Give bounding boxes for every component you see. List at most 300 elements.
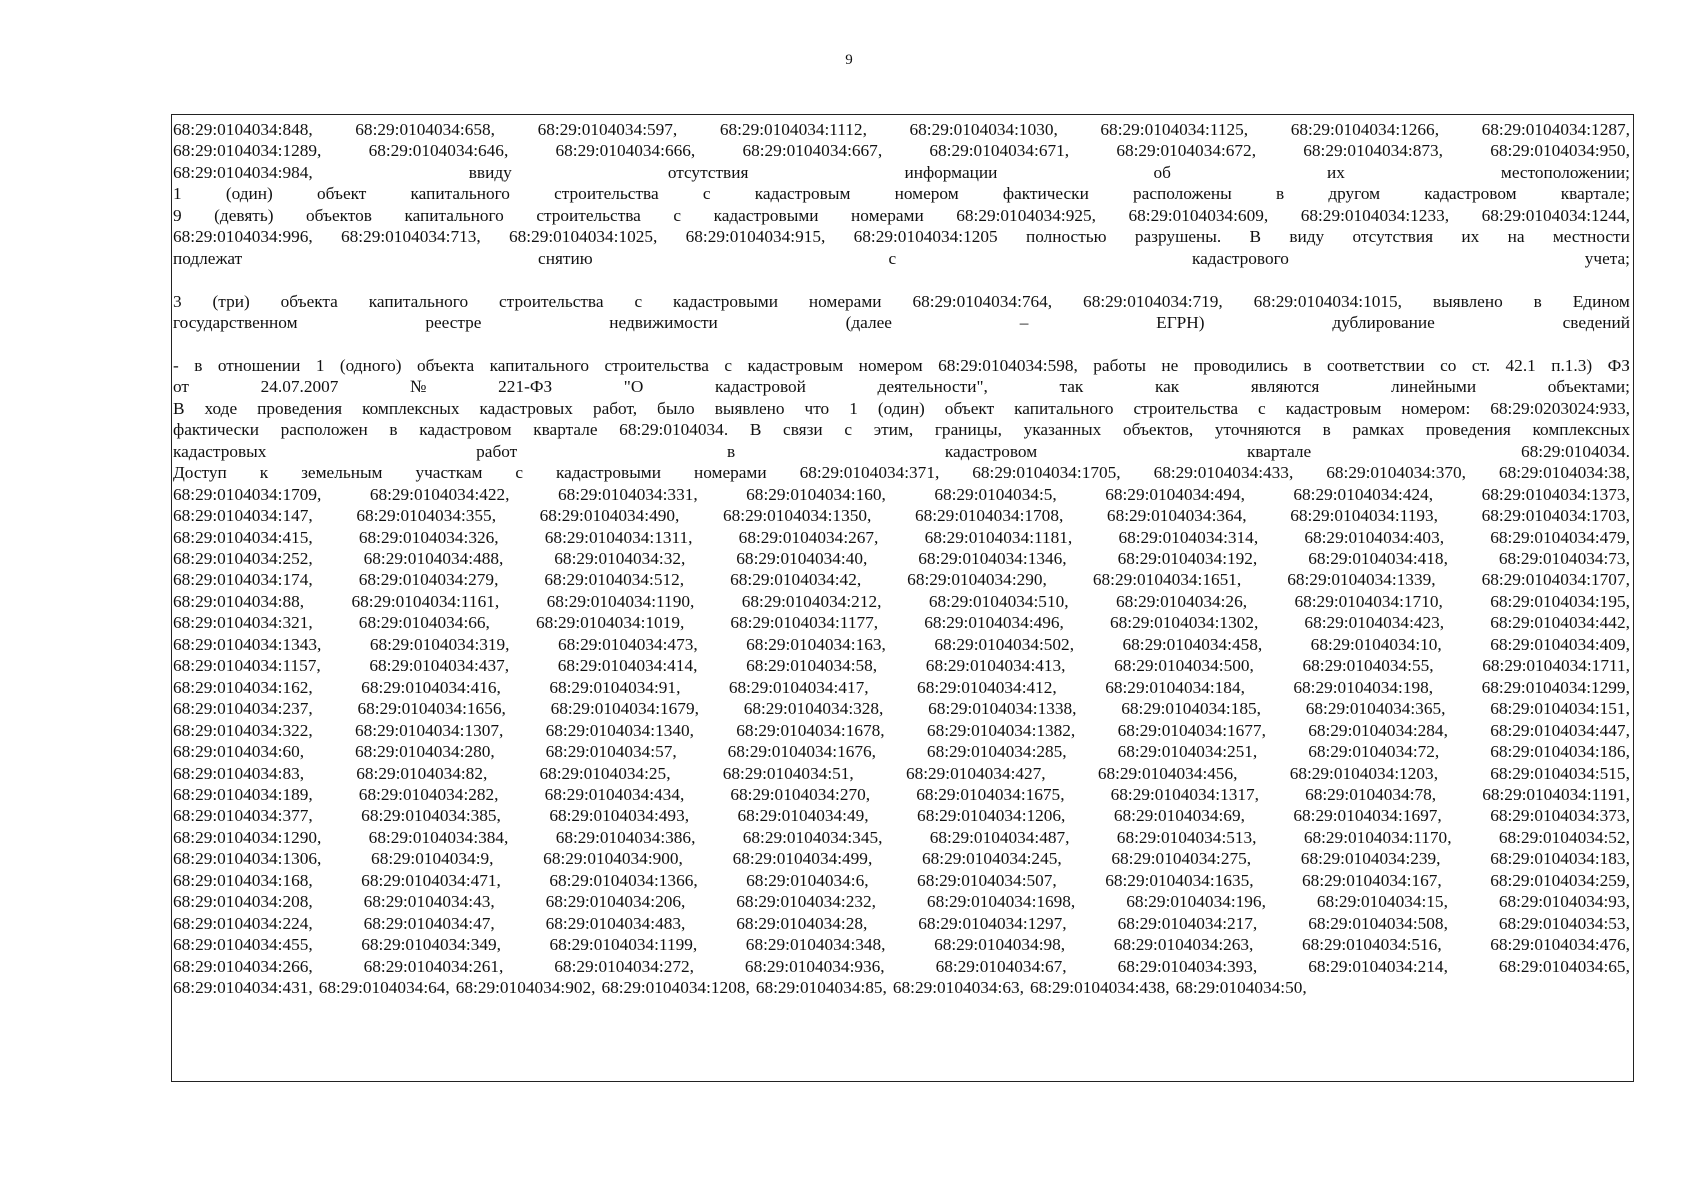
word: 68:29:0104034:490,	[539, 506, 680, 526]
word: 68:29:0104034:208,	[173, 892, 313, 912]
word: 68:29:0104034:1287,	[1481, 120, 1630, 139]
word: 68:29:0104034:494,	[1105, 484, 1245, 504]
word: (один)	[225, 184, 273, 204]
word: 3	[173, 291, 182, 311]
word: не	[1161, 355, 1179, 375]
word: (один)	[877, 398, 925, 418]
word: 68:29:0104034:1233,	[1300, 205, 1450, 225]
word: 68:29:0104034:64,	[318, 978, 450, 997]
word: №	[410, 377, 427, 397]
text-line	[173, 890, 1630, 913]
text-line	[173, 590, 1630, 613]
word: недвижимости	[609, 313, 718, 333]
word: в	[194, 355, 203, 375]
word: 68:29:0104034:91,	[549, 677, 681, 697]
word: 68:29:0104034:456,	[1097, 763, 1238, 783]
text-line	[173, 826, 1630, 849]
word: 68:29:0104034:47,	[363, 913, 495, 933]
word: полностью	[1025, 227, 1107, 247]
page-number: 9	[845, 52, 853, 68]
word: кадастровом	[1424, 184, 1517, 204]
word: кадастровых	[173, 441, 267, 461]
word: 68:29:0104034:1317,	[1110, 784, 1259, 804]
word: 68:29:0104034:1697,	[1293, 806, 1442, 826]
word: 68:29:0104034:151,	[1490, 699, 1630, 719]
word: 68:29:0104034:51,	[722, 763, 854, 783]
word: 68:29:0104034:67,	[935, 956, 1067, 976]
word: 68:29:0104034:38,	[1498, 463, 1630, 483]
word: 68:29:0104034:167,	[1302, 870, 1442, 890]
word: объектов	[306, 205, 372, 225]
blank-line	[173, 333, 1630, 356]
word: 68:29:0104034:270,	[730, 784, 871, 804]
word: было	[657, 398, 695, 418]
word: с	[1258, 398, 1266, 418]
text-line	[173, 869, 1630, 892]
word: капитального	[404, 205, 504, 225]
word: 68:29:0104034:322,	[173, 720, 313, 740]
word: 68:29:0104034:996,	[173, 227, 313, 247]
word: комплексных	[362, 398, 460, 418]
word: 68:29:0104034:195,	[1490, 591, 1630, 611]
word: 1	[315, 355, 325, 375]
word: номером:	[1401, 398, 1471, 418]
word: что	[804, 398, 830, 418]
word: на	[1507, 227, 1525, 247]
word: строительства	[536, 205, 641, 225]
word: 68:29:0104034:98,	[934, 935, 1066, 955]
word: 68:29:0104034:78,	[1305, 784, 1437, 804]
word: (девять)	[214, 205, 274, 225]
word: с	[844, 420, 853, 440]
word: 68:29:0104034:1307,	[355, 720, 504, 740]
word: к	[259, 463, 269, 483]
text-line	[173, 290, 1630, 313]
text-line	[173, 397, 1630, 420]
word: 68:29:0104034:479,	[1490, 527, 1630, 547]
word: 68:29:0104034:326,	[358, 527, 499, 547]
word: 68:29:0104034:40,	[736, 549, 868, 568]
word: 68:29:0104034:183,	[1490, 849, 1630, 869]
word: 68:29:0104034:598,	[938, 355, 1078, 375]
word: 68:29:0104034:60,	[173, 742, 305, 762]
word: работы	[1093, 355, 1146, 375]
word: 68:29:0104034:1191,	[1482, 784, 1630, 804]
word: 68:29:0104034:423,	[1304, 613, 1445, 633]
word: дублирование	[1332, 313, 1435, 333]
word: 68:29:0104034:82,	[356, 763, 488, 783]
word: 68:29:0104034:314,	[1118, 527, 1259, 547]
word: 68:29:0104034:49,	[737, 806, 869, 826]
word: кадастровым	[754, 184, 851, 204]
text-line	[173, 804, 1630, 827]
word: 68:29:0104034:1709,	[173, 484, 322, 504]
word: 68:29:0104034:43,	[363, 892, 495, 912]
blank-line	[173, 268, 1630, 291]
word: 68:29:0104034:1343,	[173, 634, 322, 654]
word: 68:29:0104034:162,	[173, 677, 313, 697]
text-line	[173, 118, 1630, 141]
word: 68:29:0104034:345,	[742, 827, 883, 847]
word: 68:29:0104034:63,	[892, 978, 1024, 997]
word: 42.1	[1505, 355, 1536, 375]
word: 68:29:0104034:512,	[544, 570, 685, 590]
word: границы,	[934, 420, 1002, 440]
word: объект	[944, 398, 995, 418]
word: 68:29:0104034:1656,	[357, 699, 506, 719]
word: 68:29:0104034:1346,	[918, 549, 1067, 568]
word: 68:29:0104034:319,	[369, 634, 510, 654]
word: в	[1303, 355, 1312, 375]
word: земельным	[301, 463, 383, 483]
word: работ	[476, 441, 518, 461]
word: 68:29:0104034:1289,	[173, 141, 322, 161]
word: 68:29:0104034:597,	[537, 120, 678, 139]
word: проводились	[1193, 355, 1288, 375]
word: 68:29:0104034:1339,	[1287, 570, 1436, 590]
word: 68:29:0104034:174,	[173, 570, 313, 590]
word: 68:29:0104034:1635,	[1105, 870, 1254, 890]
word: п.1.3)	[1551, 355, 1593, 375]
text-line	[173, 526, 1630, 549]
word: 68:29:0104034:458,	[1122, 634, 1263, 654]
word: 68:29:0104034:671,	[929, 141, 1070, 161]
word: 68:29:0104034:198,	[1293, 677, 1434, 697]
word: 68:29:0104034:5,	[934, 484, 1057, 504]
word: 68:29:0104034:1205	[853, 227, 998, 247]
word: 68:29:0104034:413,	[925, 656, 1066, 676]
word: "О	[623, 377, 644, 397]
word: 68:29:0104034:476,	[1490, 935, 1630, 955]
word: 68:29:0104034:9,	[371, 849, 494, 869]
word: объект	[317, 184, 367, 204]
word: 68:29:0104034:488,	[363, 549, 504, 568]
word: 1	[849, 398, 858, 418]
word: 68:29:0104034:1707,	[1481, 570, 1630, 590]
word: 68:29:0104034:1297,	[918, 913, 1067, 933]
word: Доступ	[173, 463, 227, 483]
word: номером	[858, 355, 923, 375]
word: 68:29:0104034:280,	[355, 742, 495, 762]
word: с	[673, 205, 682, 225]
word: (три)	[212, 291, 250, 311]
text-line	[173, 139, 1630, 162]
word: связи	[783, 420, 823, 440]
word: их	[1461, 227, 1480, 247]
word: 68:29:0104034:1025,	[509, 227, 658, 247]
word: В	[1249, 227, 1262, 247]
word: 68:29:0104034:373,	[1490, 806, 1630, 826]
word: 68:29:0104034:1125,	[1100, 120, 1249, 139]
word: 68:29:0104034:409,	[1490, 634, 1630, 654]
word: квартале	[533, 420, 598, 440]
word: 68:29:0104034:52,	[1498, 827, 1630, 847]
word: 68:29:0104034:88,	[173, 591, 305, 611]
word: 68:29:0104034:1161,	[351, 591, 500, 611]
word: кадастрового	[1191, 248, 1289, 268]
word: 68:29:0104034:422,	[369, 484, 510, 504]
word: 68:29:0104034:508,	[1308, 913, 1448, 933]
text-line	[173, 654, 1630, 677]
text-line	[173, 311, 1630, 334]
word: информации	[904, 162, 998, 182]
word: объекта	[416, 355, 475, 375]
word: 68:29:0104034:284,	[1308, 720, 1448, 740]
word: 9	[173, 205, 182, 225]
word: государственном	[173, 313, 298, 333]
word: 68:29:0104034:237,	[173, 699, 313, 719]
word: 68:29:0104034:925,	[956, 205, 1096, 225]
word: 68:29:0104034:455,	[173, 935, 313, 955]
word: 68:29:0104034:1157,	[173, 656, 321, 676]
text-line	[173, 247, 1630, 270]
word: 221-ФЗ	[498, 377, 553, 397]
word: 68:29:0104034:1019,	[535, 613, 685, 633]
word: 68:29:0104034:50,	[1175, 978, 1307, 997]
word: 68:29:0104034:1170,	[1303, 827, 1452, 847]
word: 68:29:0104034:1266,	[1290, 120, 1440, 139]
word: 68:29:0104034:371,	[799, 463, 940, 483]
word: в	[1533, 291, 1542, 311]
word: как	[1154, 377, 1180, 397]
word: кадастровыми	[673, 291, 778, 311]
word: 68:29:0104034:437,	[369, 656, 510, 676]
word: ЕГРН)	[1156, 313, 1205, 333]
text-line	[173, 847, 1630, 870]
word: уточняются	[1214, 420, 1301, 440]
word: 68:29:0104034:206,	[545, 892, 686, 912]
word: реестре	[425, 313, 482, 333]
word: участкам	[415, 463, 483, 483]
word: 68:29:0104034:58,	[746, 656, 878, 676]
word: отсутствия	[1352, 227, 1434, 247]
word: 68:29:0104034:65,	[1498, 956, 1630, 976]
word: отношении	[217, 355, 301, 375]
word: 68:29:0104034:185,	[1121, 699, 1261, 719]
word: 68:29:0104034:417,	[728, 677, 869, 697]
word: 68:29:0104034:328,	[743, 699, 884, 719]
word: 68:29:0104034:331,	[557, 484, 698, 504]
word: 68:29:0104034:1181,	[924, 527, 1073, 547]
word: 68:29:0104034:69,	[1113, 806, 1245, 826]
word: объекта	[280, 291, 338, 311]
word: 68:29:0104034:32,	[554, 549, 686, 568]
word: 68:29:0104034:412,	[917, 677, 1057, 697]
word: 24.07.2007	[260, 377, 339, 397]
word: 68:29:0104034:499,	[732, 849, 873, 869]
word: 68:29:0104034:1679,	[550, 699, 699, 719]
word: строительства	[604, 355, 709, 375]
word: от	[173, 377, 189, 397]
word: 68:29:0104034:266,	[173, 956, 313, 976]
word: сведений	[1562, 313, 1630, 333]
word: отсутствия	[667, 162, 749, 182]
word: фактически	[173, 420, 259, 440]
word: 68:29:0104034:1382,	[926, 720, 1076, 740]
word: 68:29:0104034:1651,	[1092, 570, 1242, 590]
word: 68:29:0104034:516,	[1301, 935, 1442, 955]
word: виду	[1289, 227, 1325, 247]
word: 68:29:0104034:900,	[543, 849, 683, 869]
word: (одного)	[339, 355, 402, 375]
word: 68:29:0104034:259,	[1490, 870, 1630, 890]
text-line	[173, 611, 1630, 634]
word: с	[515, 463, 524, 483]
word: 68:29:0104034:984,	[173, 162, 313, 182]
word: в	[389, 420, 398, 440]
word: разрушены.	[1134, 227, 1222, 247]
word: с	[702, 184, 711, 204]
word: 68:29:0104034:483,	[545, 913, 686, 933]
word: 68:29:0104034:26,	[1115, 591, 1248, 611]
word: 68:29:0104034:290,	[907, 570, 1047, 590]
word: комплексных	[1532, 420, 1630, 440]
word: 68:29:0104034:163,	[746, 634, 886, 654]
text-line	[173, 762, 1630, 785]
word: 68:29:0104034:66,	[358, 613, 490, 633]
word: 68:29:0104034:1338,	[928, 699, 1077, 719]
word: 68:29:0104034:415,	[173, 527, 313, 547]
word: 68:29:0104034:10,	[1310, 634, 1442, 654]
text-line	[173, 740, 1630, 763]
word: 68:29:0104034:1306,	[173, 849, 322, 869]
word: 68:29:0104034:184,	[1105, 677, 1245, 697]
word: кадастровом	[419, 420, 512, 440]
word: 68:29:0104034:1299,	[1481, 677, 1630, 697]
word: строительства	[554, 184, 659, 204]
word: кадастровым	[747, 355, 844, 375]
word: (далее	[845, 313, 892, 333]
text-line	[173, 547, 1630, 570]
word: 68:29:0104034:285,	[926, 742, 1067, 762]
word: 68:29:0104034:377,	[173, 806, 313, 826]
word: работ,	[592, 398, 638, 418]
word: местоположении;	[1500, 162, 1630, 182]
word: номером	[894, 184, 959, 204]
word: 68:29:0104034:719,	[1083, 291, 1223, 311]
word: 68:29:0104034:212,	[741, 591, 882, 611]
word: 68:29:0104034:1311,	[544, 527, 693, 547]
word: 68:29:0104034:261,	[363, 956, 504, 976]
word: 68:29:0104034:1677,	[1117, 720, 1266, 740]
text-line	[173, 719, 1630, 742]
word: 68:29:0104034:609,	[1128, 205, 1269, 225]
word: 68:29:0104034:160,	[746, 484, 886, 504]
word: 68:29:0104034:1208,	[601, 978, 750, 997]
word: 68:29:0104034:414,	[557, 656, 698, 676]
word: 68:29:0104034:873,	[1303, 141, 1443, 161]
word: 68:29:0104034:186,	[1490, 742, 1630, 762]
text-line	[173, 418, 1630, 441]
word: –	[1019, 313, 1029, 333]
word: 68:29:0104034:57,	[545, 742, 677, 762]
word: 68:29:0104034:393,	[1117, 956, 1258, 976]
word: 68:29:0104034:1206,	[917, 806, 1066, 826]
word: указанных	[1023, 420, 1102, 440]
word: 68:29:0104034:275,	[1111, 849, 1252, 869]
text-line	[173, 633, 1630, 656]
word: кадастровыми	[556, 463, 661, 483]
word: 68:29:0104034:427,	[905, 763, 1046, 783]
word: капитального	[368, 291, 469, 311]
word: 68:29:0104034:950,	[1490, 141, 1630, 161]
word: 68:29:0104034:348,	[745, 935, 886, 955]
word: выявлено	[1432, 291, 1503, 311]
text-line	[173, 440, 1630, 463]
word: квартале;	[1560, 184, 1630, 204]
word: ст.	[1471, 355, 1491, 375]
word: так	[1059, 377, 1084, 397]
text-line	[173, 955, 1630, 978]
word: кадастровыми	[713, 205, 819, 225]
word: в	[1275, 184, 1285, 204]
word: 68:29:0104034:418,	[1308, 549, 1448, 568]
word: 68:29:0104034:1302,	[1109, 613, 1259, 633]
word: 68:29:0104034:93,	[1498, 892, 1630, 912]
text-line	[173, 354, 1630, 377]
word: 68:29:0104034:370,	[1326, 463, 1466, 483]
word: 68:29:0104034:403,	[1304, 527, 1445, 547]
word: 68:29:0104034:384,	[368, 827, 509, 847]
word: фактически	[1002, 184, 1089, 204]
word: 68:29:0104034:433,	[1153, 463, 1294, 483]
word: с	[888, 248, 897, 268]
word: В	[173, 398, 185, 418]
word: кадастровым	[1285, 398, 1382, 418]
word: 68:29:0104034:936,	[744, 956, 885, 976]
word: 68:29:0104034:1711,	[1482, 656, 1630, 676]
word: 68:29:0104034:1193,	[1290, 506, 1438, 526]
word: 68:29:0104034:667,	[742, 141, 883, 161]
word: 68:29:0104034:500,	[1114, 656, 1254, 676]
word: ввиду	[468, 162, 512, 182]
word: 68:29:0104034:365,	[1305, 699, 1446, 719]
word: 68:29:0104034:25,	[539, 763, 671, 783]
word: их	[1326, 162, 1345, 182]
word: 68:29:0104034:672,	[1116, 141, 1257, 161]
word: учета;	[1584, 248, 1630, 268]
word: 68:29:0104034:848,	[173, 120, 313, 139]
word: 68:29:0104034:217,	[1117, 913, 1258, 933]
text-line	[173, 912, 1630, 935]
word: 68:29:0104034:364,	[1106, 506, 1247, 526]
word: 68:29:0203024:933,	[1490, 398, 1630, 418]
word: 68:29:0104034:42,	[730, 570, 862, 590]
word: 68:29:0104034:83,	[173, 763, 305, 783]
word: 68:29:0104034:1030,	[909, 120, 1058, 139]
word: 68:29:0104034:646,	[368, 141, 509, 161]
word: соответствии	[1327, 355, 1425, 375]
text-line	[173, 783, 1630, 806]
word: 68:29:0104034:764,	[912, 291, 1053, 311]
text-line	[173, 676, 1630, 699]
word: 68:29:0104034:447,	[1490, 720, 1630, 740]
word: 68:29:0104034:72,	[1308, 742, 1440, 762]
word: 68:29:0104034:263,	[1113, 935, 1254, 955]
word: расположены	[1133, 184, 1232, 204]
word: 68:29:0104034:487,	[929, 827, 1070, 847]
word: 68:29:0104034:15,	[1316, 892, 1448, 912]
word: линейными	[1391, 377, 1477, 397]
word: 68:29:0104034:1366,	[549, 870, 698, 890]
word: 68:29:0104034:1199,	[549, 935, 698, 955]
word: 68:29:0104034:1678,	[736, 720, 885, 740]
word: этим,	[873, 420, 914, 440]
word: об	[1153, 162, 1171, 182]
word: 68:29:0104034:1710,	[1294, 591, 1443, 611]
word: 68:29:0104034:1373,	[1481, 484, 1630, 504]
word: кадастровой	[714, 377, 806, 397]
